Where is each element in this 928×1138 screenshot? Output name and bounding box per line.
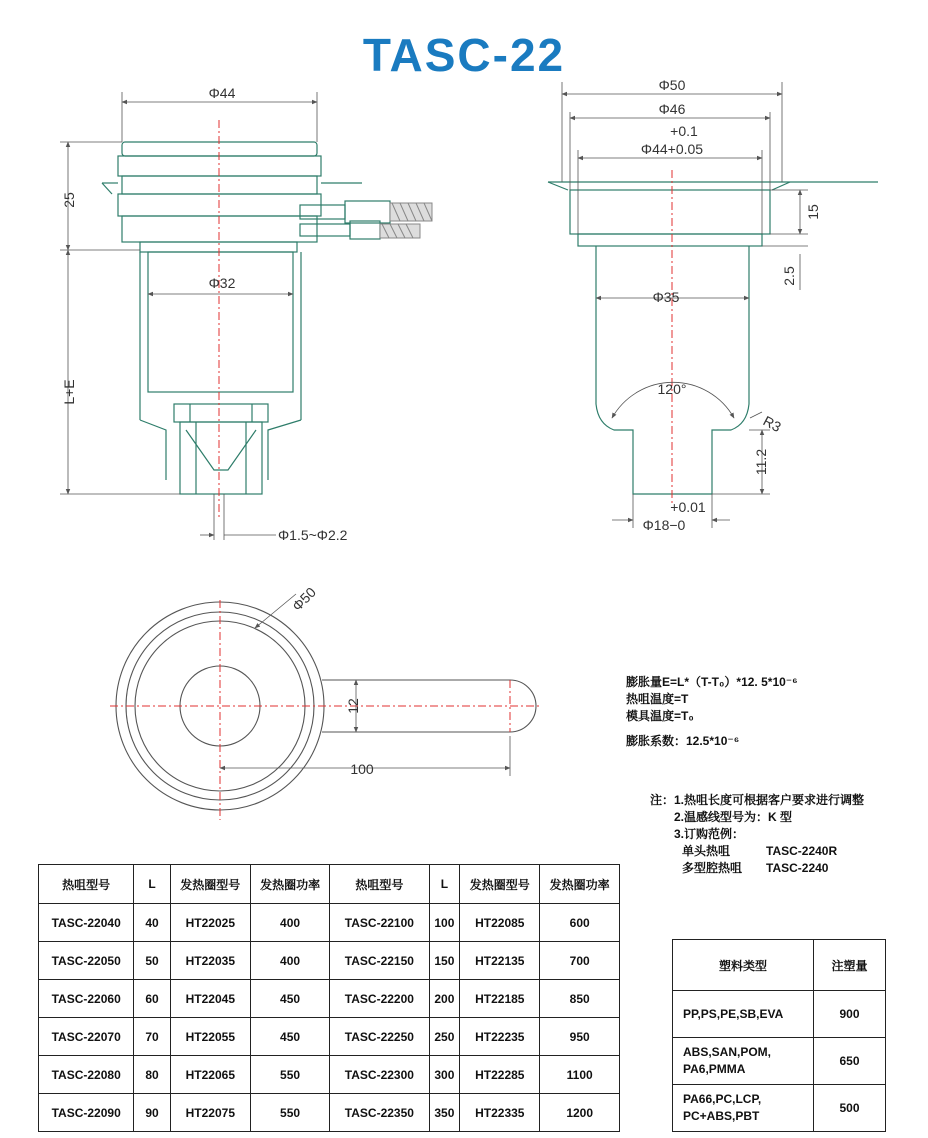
dim-tol-01: +0.1	[670, 123, 698, 139]
plastic-line: ABS,SAN,POM,	[683, 1045, 772, 1059]
cell: HT22235	[460, 1018, 540, 1056]
dim-a120: 120°	[657, 381, 687, 397]
cell: TASC-22150	[330, 942, 429, 980]
note-1: 注：1.热咀长度可根据客户要求进行调整	[650, 793, 865, 807]
table-row	[39, 942, 620, 980]
header-power-1: 发热圈功率	[250, 865, 329, 904]
dim-tol-001: +0.01	[670, 499, 706, 515]
cell: TASC-22250	[330, 1018, 429, 1056]
cell: 450	[250, 980, 329, 1018]
dim-r3: R3	[760, 412, 784, 436]
cell: HT22055	[170, 1018, 250, 1056]
dim-d35: Φ35	[652, 289, 680, 305]
dim-d44-tol: Φ44+0.05	[640, 141, 704, 157]
cell: TASC-22040	[39, 904, 134, 942]
cell: HT22085	[460, 904, 540, 942]
cell: 550	[250, 1056, 329, 1094]
header-l-1: L	[134, 865, 170, 904]
cell: HT22035	[170, 942, 250, 980]
cell: HT22045	[170, 980, 250, 1018]
cell: TASC-22350	[330, 1094, 429, 1132]
plastic-cell	[673, 1038, 814, 1085]
formula-line-4: 膨胀系数：12.5*10⁻⁶	[626, 734, 740, 748]
cell: 250	[429, 1018, 460, 1056]
dim-d44: Φ44	[208, 85, 236, 101]
table-row	[39, 1018, 620, 1056]
dim-w100: 100	[350, 761, 374, 777]
cell: 50	[134, 942, 170, 980]
cell: 100	[429, 904, 460, 942]
cell: HT22065	[170, 1056, 250, 1094]
order-example-1-label: 单头热咀	[682, 844, 731, 858]
cell: 200	[429, 980, 460, 1018]
formula-line-1: 膨胀量E=L*（T-T₀）*12. 5*10⁻⁶	[626, 675, 798, 689]
table-row	[39, 1056, 620, 1094]
cell: HT22075	[170, 1094, 250, 1132]
order-example-2-label: 多型腔热咀	[682, 861, 743, 875]
cell: 80	[134, 1056, 170, 1094]
cell: 850	[540, 980, 620, 1018]
cell: 60	[134, 980, 170, 1018]
plastic-cell	[673, 1085, 814, 1132]
dim-d50: Φ50	[658, 77, 686, 93]
plan-center-lines	[110, 600, 540, 820]
cell: 70	[134, 1018, 170, 1056]
cell: 700	[540, 942, 620, 980]
table-row	[39, 1094, 620, 1132]
plastic-table	[672, 939, 886, 1132]
header-model-2: 热咀型号	[330, 865, 429, 904]
header-heater-2: 发热圈型号	[460, 865, 540, 904]
header-model-1: 热咀型号	[39, 865, 134, 904]
table-row	[39, 904, 620, 942]
header-shot-volume: 注塑量	[814, 940, 886, 991]
table-row	[673, 991, 886, 1038]
dim-h25: 25	[61, 192, 77, 208]
plastic-cell	[673, 991, 814, 1038]
nozzle-side-view	[102, 142, 390, 494]
order-example-1	[650, 843, 864, 860]
plastic-line: PA66,PC,LCP,	[683, 1092, 762, 1106]
cavity-section-view	[548, 182, 878, 494]
cell: 950	[540, 1018, 620, 1056]
cable-braid	[380, 203, 432, 238]
dim-h25b: 2.5	[781, 266, 797, 286]
dim-d15-22: Φ1.5~Φ2.2	[278, 527, 348, 543]
dim-d46: Φ46	[658, 101, 686, 117]
cell: TASC-22050	[39, 942, 134, 980]
header-power-2: 发热圈功率	[540, 865, 620, 904]
cell: TASC-22100	[330, 904, 429, 942]
plastic-table-header	[673, 940, 886, 991]
qty-cell: 500	[814, 1085, 886, 1132]
cell: 400	[250, 904, 329, 942]
order-example-2	[650, 860, 864, 877]
cell: 600	[540, 904, 620, 942]
table-row	[673, 1038, 886, 1085]
dim-h12: 12	[345, 698, 361, 714]
header-l-2: L	[429, 865, 460, 904]
header-heater-1: 发热圈型号	[170, 865, 250, 904]
cell: HT22135	[460, 942, 540, 980]
dim-le: L+E	[61, 379, 77, 405]
cell: 1100	[540, 1056, 620, 1094]
cell: TASC-22080	[39, 1056, 134, 1094]
order-example-1-value: TASC-2240R	[766, 844, 838, 858]
cell: TASC-22200	[330, 980, 429, 1018]
cell: HT22335	[460, 1094, 540, 1132]
expansion-formula	[626, 674, 798, 750]
cell: HT22185	[460, 980, 540, 1018]
cell: 350	[429, 1094, 460, 1132]
formula-line-3: 模具温度=T₀	[626, 709, 694, 723]
cell: HT22285	[460, 1056, 540, 1094]
dim-h112: 11.2	[753, 448, 769, 476]
page-title: TASC-22	[362, 29, 566, 81]
plastic-line: PP,PS,PE,SB,EVA	[683, 1006, 784, 1021]
cell: 1200	[540, 1094, 620, 1132]
qty-cell: 900	[814, 991, 886, 1038]
note-2: 2.温感线型号为：K 型	[674, 810, 793, 824]
dim-h15: 15	[805, 204, 821, 220]
cell: 550	[250, 1094, 329, 1132]
cell: TASC-22300	[330, 1056, 429, 1094]
dim-d18: Φ18−0	[642, 517, 686, 533]
notes-block	[650, 792, 864, 877]
cell: HT22025	[170, 904, 250, 942]
cell: TASC-22060	[39, 980, 134, 1018]
cell: 300	[429, 1056, 460, 1094]
plastic-line: PA6,PMMA	[683, 1062, 746, 1076]
table-row	[673, 1085, 886, 1132]
cell: 150	[429, 942, 460, 980]
spec-table-header	[39, 865, 620, 904]
dim-plan-d50: Φ50	[288, 583, 320, 615]
note-3: 3.订购范例：	[674, 827, 745, 841]
cell: 450	[250, 1018, 329, 1056]
table-row	[39, 980, 620, 1018]
order-example-2-value: TASC-2240	[766, 861, 829, 875]
spec-table	[38, 864, 620, 1132]
header-plastic-type: 塑料类型	[673, 940, 814, 991]
qty-cell: 650	[814, 1038, 886, 1085]
formula-line-2: 热咀温度=T	[626, 692, 689, 706]
cell: TASC-22090	[39, 1094, 134, 1132]
cell: 400	[250, 942, 329, 980]
dim-d32: Φ32	[208, 275, 236, 291]
cell: 90	[134, 1094, 170, 1132]
cell: TASC-22070	[39, 1018, 134, 1056]
cell: 40	[134, 904, 170, 942]
plastic-line: PC+ABS,PBT	[683, 1109, 760, 1123]
